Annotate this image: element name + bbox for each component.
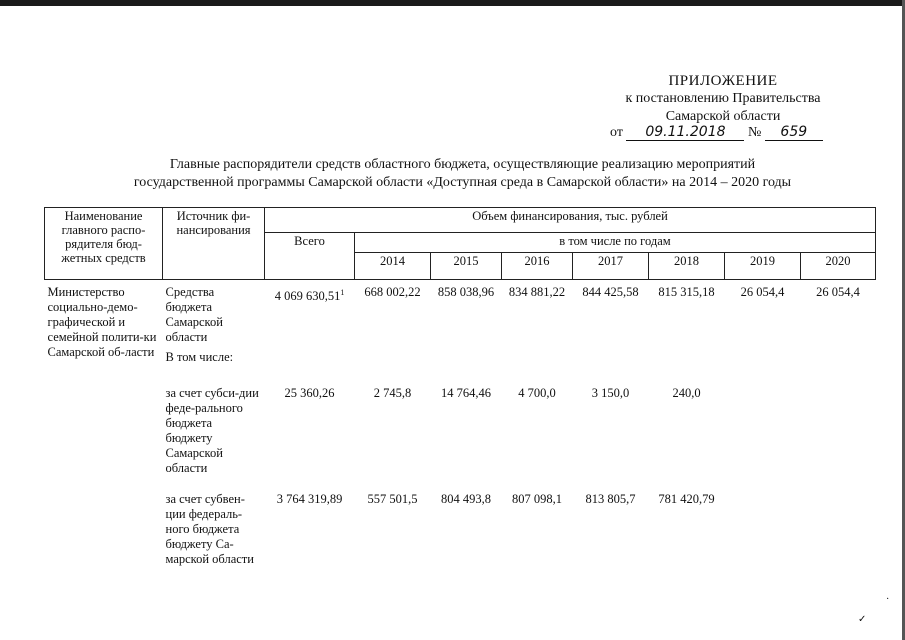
row-value xyxy=(725,385,801,491)
appendix-line-region: Самарской области xyxy=(665,109,781,124)
row-value xyxy=(573,346,649,385)
number-sign: № xyxy=(747,125,762,140)
scan-speck: ✓ xyxy=(858,614,867,625)
header-name: Наименование главного распо-рядителя бюд-жетных средств xyxy=(45,208,163,280)
row-value: 844 425,58 xyxy=(582,285,639,299)
header-year: 2016 xyxy=(502,253,573,280)
row-value: 781 420,79 xyxy=(658,492,715,506)
row-total: 3 764 319,89 xyxy=(276,492,343,506)
table-row xyxy=(45,284,876,346)
header-year: 2015 xyxy=(431,253,502,280)
row-total xyxy=(265,346,355,385)
header-source: Источник фи-нансирования xyxy=(163,208,265,280)
scan-speck: · xyxy=(886,594,890,605)
header-total: Всего xyxy=(265,233,355,280)
row-value xyxy=(801,346,876,385)
row-value: 26 054,4 xyxy=(740,285,785,299)
row-source: В том числе: xyxy=(165,350,234,364)
header-year: 2014 xyxy=(355,253,431,280)
header-year: 2017 xyxy=(573,253,649,280)
header-year: 2019 xyxy=(725,253,801,280)
row-value: 240,0 xyxy=(672,386,701,400)
appendix-block xyxy=(598,72,848,126)
table-row xyxy=(45,346,876,385)
row-total: 25 360,26 xyxy=(284,386,335,400)
row-value: 26 054,4 xyxy=(816,285,860,299)
row-value: 14 764,46 xyxy=(441,386,491,400)
row-value xyxy=(801,491,876,568)
handwritten-number: 659 xyxy=(765,124,823,141)
row-value: 807 098,1 xyxy=(512,492,562,506)
date-prefix: от xyxy=(610,125,623,140)
row-value: 813 805,7 xyxy=(585,492,636,506)
row-value xyxy=(502,346,573,385)
row-source: за счет субси-дии феде-рального бюджета бюджету Самарской области xyxy=(165,386,259,475)
row-value xyxy=(725,491,801,568)
title-line-2: государственной программы Самарской области «Доступная среда в Самарской области» на 2014 – 2020 годы xyxy=(133,175,792,190)
title-line-1: Главные распорядители средств областного бюджета, осуществляющие реализацию мероприятий xyxy=(169,157,756,172)
row-value: 4 700,0 xyxy=(518,386,556,400)
table-row xyxy=(45,385,876,491)
row-value: 3 150,0 xyxy=(591,386,630,400)
row-source: за счет субвен-ции федераль-ного бюджета бюджету Са-марской области xyxy=(165,492,254,566)
row-total: 4 069 630,51$^1$ xyxy=(274,288,345,304)
row-value: 804 493,8 xyxy=(441,492,491,506)
row-value: 815 315,18 xyxy=(658,285,715,299)
row-value: 858 038,96 xyxy=(437,285,495,299)
header-year: 2018 xyxy=(649,253,725,280)
row-source: Средства бюджета Самарской области xyxy=(165,285,223,344)
row-value xyxy=(801,385,876,491)
appendix-heading: ПРИЛОЖЕНИЕ xyxy=(668,73,778,89)
row-value: 557 501,5 xyxy=(367,492,418,506)
header-by-years: в том числе по годам xyxy=(355,233,876,253)
footnote-mark: 1 xyxy=(340,288,345,297)
row-value: 834 881,22 xyxy=(508,285,566,299)
row-value xyxy=(355,346,431,385)
row-value: 668 002,22 xyxy=(364,285,421,299)
funding-table xyxy=(44,207,876,568)
document-title xyxy=(40,156,885,192)
scan-edge-top xyxy=(0,0,905,6)
table-row xyxy=(45,491,876,568)
decree-signature-line xyxy=(610,124,823,141)
header-volume: Объем финансирования, тыс. рублей xyxy=(265,208,876,233)
row-value xyxy=(649,346,725,385)
header-year: 2020 xyxy=(801,253,876,280)
row-value xyxy=(725,346,801,385)
appendix-line-decree: к постановлению Правительства xyxy=(625,91,821,106)
row-value xyxy=(431,346,502,385)
organization-name: Министерство социально-демо-графической и семейной полити-ки Самарской об-ласти xyxy=(47,285,157,359)
handwritten-date: 09.11.2018 xyxy=(626,124,744,141)
row-value: 2 745,8 xyxy=(373,386,412,400)
